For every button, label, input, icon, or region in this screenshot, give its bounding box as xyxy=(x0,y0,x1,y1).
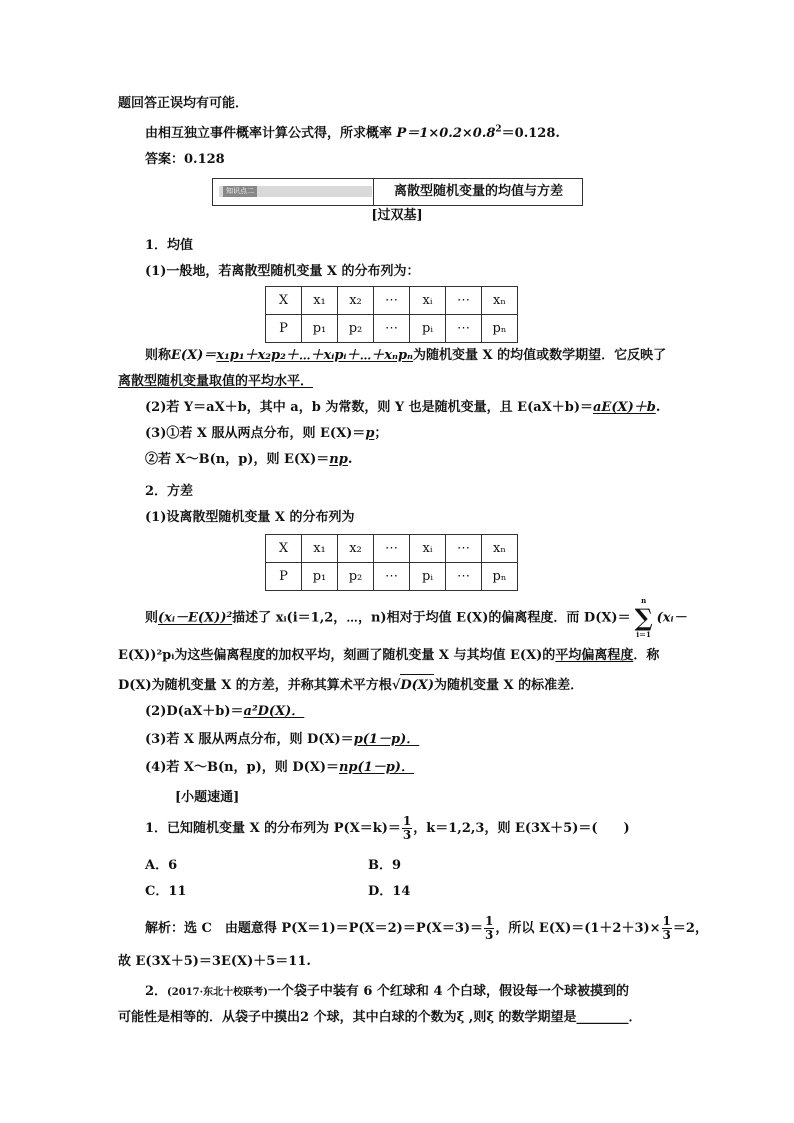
table-cell: p₁ xyxy=(302,563,338,591)
table-cell: ⋯ xyxy=(446,287,482,315)
table-cell: pᵢ xyxy=(410,315,446,343)
mean-p1: (1)一般地，若离散型随机变量 X 的分布列为： xyxy=(145,264,420,279)
prev-line1: 题回答正误均有可能． xyxy=(118,96,249,111)
table-cell: p₂ xyxy=(338,563,374,591)
table-cell: X xyxy=(266,287,302,315)
table-row xyxy=(266,535,518,563)
table-cell: x₂ xyxy=(338,535,374,563)
section-subtitle: [过双基] xyxy=(371,208,423,223)
variance-p2: (2)D(aX＋b)＝a²D(X)． xyxy=(145,704,305,719)
variance-heading: 2．方差 xyxy=(145,484,194,499)
table-cell: pₙ xyxy=(482,563,518,591)
mean-p2: (2)若 Y＝aX＋b，其中 a，b 为常数，则 Y 也是随机变量，且 E(aX＋b)＝aE(X)＋b. xyxy=(145,400,661,415)
table-cell: ⋯ xyxy=(374,563,410,591)
section-tag: 知识点二 xyxy=(219,186,372,197)
q1-solution: 解析：选 C 由题意得 P(X＝1)＝P(X＝2)＝P(X＝3)＝ $\frac{1}{3}$ ，所以 E(X)＝(1＋2＋3)× $\frac{1}{3}$ ＝2， xyxy=(145,914,708,942)
table-cell: xᵢ xyxy=(410,287,446,315)
variance-distribution-table xyxy=(265,534,518,591)
table-cell: P xyxy=(266,563,302,591)
table-cell: ⋯ xyxy=(446,535,482,563)
table-row xyxy=(266,315,518,343)
table-cell: P xyxy=(266,315,302,343)
table-cell: xᵢ xyxy=(410,535,446,563)
variance-definition-line2: E(X))²pᵢ为这些偏离程度的加权平均，刻画了随机变量 X 与其均值 E(X)的平均偏离程度．称 xyxy=(118,648,660,663)
table-cell: ⋯ xyxy=(374,315,410,343)
prev-line2: 由相互独立事件概率计算公式得，所求概率 $P=1\times 0.2\times 0.8^2=0.128$. xyxy=(145,124,560,141)
table-cell: xₙ xyxy=(482,535,518,563)
table-cell: xₙ xyxy=(482,287,518,315)
table-cell: pᵢ xyxy=(410,563,446,591)
table-row xyxy=(266,287,518,315)
variance-p1: (1)设离散型随机变量 X 的分布列为 xyxy=(145,510,355,525)
fraction: $\frac{1}{3}$ xyxy=(662,914,671,942)
mean-distribution-table xyxy=(265,286,518,343)
q1-solution-line2: 故 E(3X＋5)＝3E(X)＋5＝11. xyxy=(118,954,311,969)
variance-definition: 则(xᵢ－E(X))²描述了 xᵢ(i＝1,2，⋯，n)相对于均值 E(X)的偏离程度．而 D(X)＝ n ∑ i＝1 (xᵢ－ xyxy=(145,596,687,639)
option-c: C．11 xyxy=(145,884,187,899)
section-header-box xyxy=(212,178,583,206)
mean-definition: 则称E(X)＝x₁p₁＋x₂p₂＋⋯＋xᵢpᵢ＋⋯＋xₙpₙ为随机变量 X 的均值或数学期望．它反映了 xyxy=(145,348,667,363)
variance-definition-line3: D(X)为随机变量 X 的方差，并称其算术平方根√D(X)为随机变量 X 的标准差． xyxy=(118,674,583,696)
quiz-heading: [小题速通] xyxy=(175,790,240,805)
table-cell: ⋯ xyxy=(374,287,410,315)
table-cell: p₁ xyxy=(302,315,338,343)
fraction: $\frac{1}{3}$ xyxy=(485,914,494,942)
quiz-q1: 1．已知随机变量 X 的分布列为 P(X＝k)＝ $\frac{1}{3}$ ，k＝1,2,3，则 E(3X＋5)＝( ) xyxy=(145,814,630,842)
quiz-q2-line2: 可能性是相等的．从袋子中摸出2 个球，其中白球的个数为ξ ,则ξ 的数学期望是________． xyxy=(118,1010,642,1025)
table-cell: x₁ xyxy=(302,287,338,315)
table-cell: p₂ xyxy=(338,315,374,343)
option-d: D．14 xyxy=(368,884,411,899)
table-cell: ⋯ xyxy=(374,535,410,563)
table-row xyxy=(266,563,518,591)
option-a: A．6 xyxy=(145,858,178,873)
variance-p4: (4)若 X～B(n，p)，则 D(X)＝np(1－p)． xyxy=(145,760,414,775)
section-title: 离散型随机变量的均值与方差 xyxy=(373,179,583,205)
mean-heading: 1．均值 xyxy=(145,238,194,253)
prev-answer: 答案：0.128 xyxy=(145,152,225,167)
table-cell: ⋯ xyxy=(446,563,482,591)
fraction: $\frac{1}{3}$ xyxy=(402,814,412,842)
mean-p4: ②若 X～B(n，p)，则 E(X)＝np. xyxy=(145,452,353,467)
summation-sign: n ∑ i＝1 xyxy=(634,596,653,639)
mean-p3: (3)①若 X 服从两点分布，则 E(X)＝p； xyxy=(145,426,388,441)
table-cell: X xyxy=(266,535,302,563)
option-b: B．9 xyxy=(368,858,402,873)
variance-p3: (3)若 X 服从两点分布，则 D(X)＝p(1－p)． xyxy=(145,732,420,747)
quiz-q2: 2．(2017·东北十校联考)一个袋子中装有 6 个红球和 4 个白球，假设每一个球被摸到的 xyxy=(145,984,630,999)
table-cell: x₁ xyxy=(302,535,338,563)
table-cell: ⋯ xyxy=(446,315,482,343)
mean-definition-line2: 离散型随机变量取值的平均水平． xyxy=(118,374,314,389)
table-cell: pₙ xyxy=(482,315,518,343)
table-cell: x₂ xyxy=(338,287,374,315)
